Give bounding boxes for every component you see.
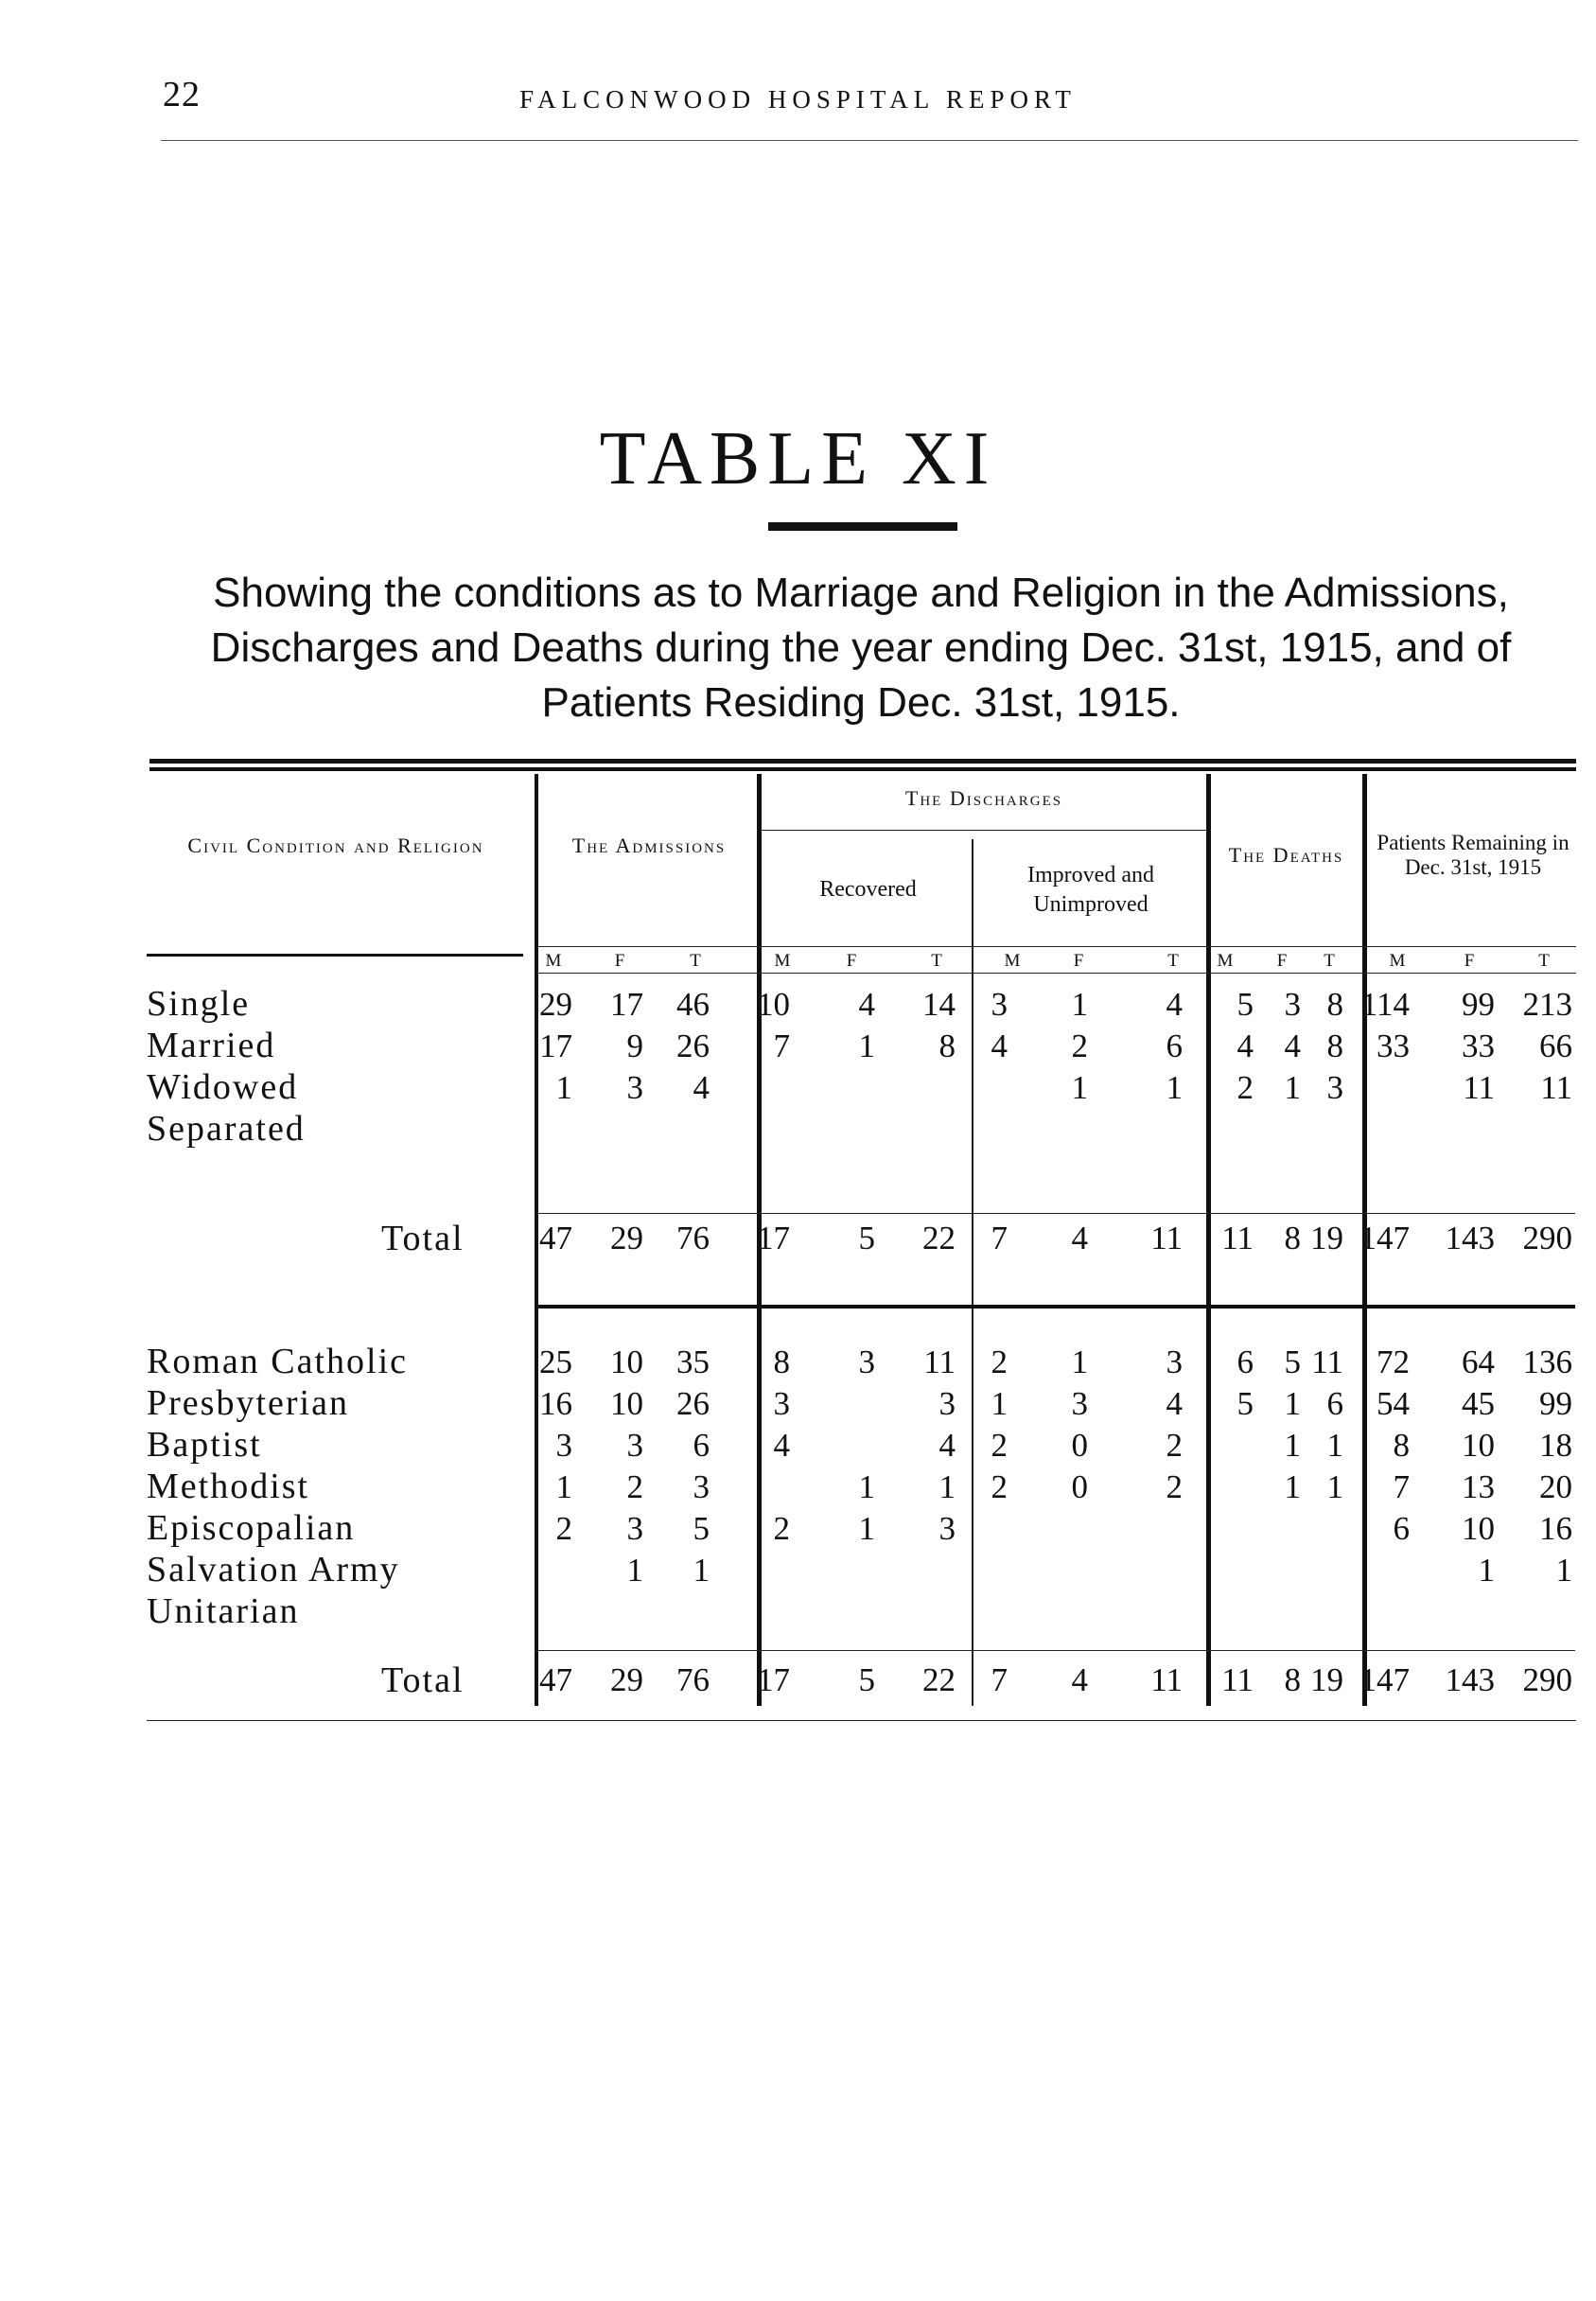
table-cell: 6 xyxy=(1166,1028,1183,1064)
table-cell: 5 xyxy=(1284,1344,1301,1380)
row-label: Salvation Army xyxy=(147,1550,400,1590)
mft-header: F xyxy=(1276,951,1288,971)
table-cell: 47 xyxy=(539,1661,572,1698)
mft-header: M xyxy=(1389,951,1406,971)
table-cell: 5 xyxy=(1236,986,1254,1023)
row-label: Unitarian xyxy=(147,1591,300,1631)
table-cell: 3 xyxy=(938,1385,956,1422)
table-cell: 3 xyxy=(1071,1385,1088,1422)
table-cell: 18 xyxy=(1539,1427,1572,1464)
table-cell: 2 xyxy=(773,1510,790,1547)
table-cell: 1 xyxy=(938,1468,956,1505)
table-cell: 35 xyxy=(676,1344,710,1380)
table-cell: 2 xyxy=(991,1344,1008,1380)
row-label: Separated xyxy=(147,1109,306,1149)
header-discharges: The Discharges xyxy=(904,786,1063,810)
table-cell: 8 xyxy=(1326,986,1343,1023)
table-cell: 10 xyxy=(610,1344,643,1380)
header-recovered: Recovered xyxy=(819,877,917,902)
table-cell: 26 xyxy=(676,1385,710,1422)
table-cell: 16 xyxy=(1539,1510,1572,1547)
table-cell: 4 xyxy=(1071,1661,1088,1698)
table-cell: 26 xyxy=(676,1028,710,1064)
table-cell: 1 xyxy=(1555,1552,1572,1589)
religion-total-rule xyxy=(535,1650,1575,1651)
table-cell: 3 xyxy=(991,986,1008,1023)
page-number: 22 xyxy=(163,75,201,114)
label-header-rule xyxy=(147,954,523,957)
table-cell: 25 xyxy=(539,1344,572,1380)
section-divider-rule xyxy=(535,1305,1575,1309)
table-cell: 1 xyxy=(1284,1468,1301,1505)
row-label: Episcopalian xyxy=(147,1508,356,1548)
mft-header: F xyxy=(1464,951,1475,971)
table-cell: 20 xyxy=(1539,1468,1572,1505)
table-top-rule xyxy=(149,759,1576,764)
table-cell: 4 xyxy=(1284,1028,1301,1064)
table-cell: 2 xyxy=(1166,1427,1183,1464)
table-cell: 1 xyxy=(1071,1344,1088,1380)
table-cell: 64 xyxy=(1462,1344,1495,1380)
header-rule xyxy=(161,140,1578,141)
table-cell: 1 xyxy=(991,1385,1008,1422)
table-cell: 143 xyxy=(1445,1220,1495,1256)
table-cell: 3 xyxy=(626,1427,643,1464)
table-cell: 8 xyxy=(1393,1427,1410,1464)
table-cell: 8 xyxy=(773,1344,790,1380)
row-label: Baptist xyxy=(147,1425,262,1465)
table-cell: 99 xyxy=(1462,986,1495,1023)
table-cell: 17 xyxy=(757,1220,790,1256)
table-cell: 4 xyxy=(1236,1028,1254,1064)
mft-header: T xyxy=(1324,951,1335,971)
header-admissions: The Admissions xyxy=(571,834,727,857)
table-cell: 11 xyxy=(1311,1344,1343,1380)
table-cell: 54 xyxy=(1377,1385,1410,1422)
table-cell: 7 xyxy=(991,1220,1008,1256)
table-cell: 22 xyxy=(922,1661,956,1698)
table-cell: 11 xyxy=(1150,1220,1183,1256)
table-cell: 11 xyxy=(923,1344,956,1380)
table-cell: 3 xyxy=(1326,1069,1343,1106)
header-remaining: Patients Remaining in Dec. 31st, 1915 xyxy=(1377,831,1570,879)
table-cell: 3 xyxy=(858,1344,875,1380)
table-cell: 22 xyxy=(922,1220,956,1256)
table-cell: 114 xyxy=(1360,986,1410,1023)
table-cell: 3 xyxy=(626,1069,643,1106)
row-label: Presbyterian xyxy=(147,1383,349,1423)
table-cell: 1 xyxy=(1284,1069,1301,1106)
table-cell: 47 xyxy=(539,1220,572,1256)
table-cell: 3 xyxy=(1284,986,1301,1023)
table-cell: 2 xyxy=(1236,1069,1254,1106)
table-cell: 0 xyxy=(1071,1468,1088,1505)
table-cell: 3 xyxy=(1166,1344,1183,1380)
table-cell: 290 xyxy=(1522,1661,1572,1698)
header-improved: Improved and Unimproved xyxy=(1027,863,1154,917)
table-cell: 11 xyxy=(1150,1661,1183,1698)
table-cell: 10 xyxy=(610,1385,643,1422)
table-cell: 10 xyxy=(757,986,790,1023)
table-cell: 5 xyxy=(693,1510,710,1547)
table-cell: 33 xyxy=(1377,1028,1410,1064)
mft-header: F xyxy=(846,951,857,971)
table-cell: 45 xyxy=(1462,1385,1495,1422)
table-cell: 136 xyxy=(1522,1344,1572,1380)
table-cell: 4 xyxy=(991,1028,1008,1064)
table-cell: 3 xyxy=(773,1385,790,1422)
row-label: Married xyxy=(147,1026,276,1065)
table-cell: 29 xyxy=(610,1220,643,1256)
table-cell: 1 xyxy=(555,1069,572,1106)
mft-header: F xyxy=(614,951,625,971)
discharges-rule xyxy=(762,830,1206,831)
table-cell: 72 xyxy=(1377,1344,1410,1380)
table-cell: 66 xyxy=(1539,1028,1572,1064)
table-cell: 143 xyxy=(1445,1661,1495,1698)
table-cell: 5 xyxy=(858,1220,875,1256)
table-cell: 5 xyxy=(1236,1385,1254,1422)
table-cell: 147 xyxy=(1359,1220,1410,1256)
table-cell: 3 xyxy=(626,1510,643,1547)
table-cell: 8 xyxy=(938,1028,956,1064)
table-cell: 1 xyxy=(1284,1385,1301,1422)
mft-header: T xyxy=(1167,951,1179,971)
mft-header: M xyxy=(545,951,562,971)
table-cell: 6 xyxy=(1236,1344,1254,1380)
table-cell: 1 xyxy=(1326,1427,1343,1464)
table-cell: 213 xyxy=(1522,986,1572,1023)
table-caption: Showing the conditions as to Marriage and Religion in the Admissions, Discharges and Deaths during the year ending Dec. 31st, 1915, and of Patients Residing Dec. 31st, 1915. xyxy=(210,570,1512,726)
table-cell: 4 xyxy=(1071,1220,1088,1256)
table-cell: 7 xyxy=(991,1661,1008,1698)
table-cell: 7 xyxy=(773,1028,790,1064)
mft-header: T xyxy=(1538,951,1550,971)
table-cell: 1 xyxy=(1326,1468,1343,1505)
mft-header: T xyxy=(931,951,942,971)
table-cell: 11 xyxy=(1221,1661,1254,1698)
table-cell: 99 xyxy=(1539,1385,1572,1422)
civil-total-label: Total xyxy=(381,1219,465,1258)
mft-header: M xyxy=(774,951,791,971)
mft-header: T xyxy=(690,951,701,971)
table-cell: 13 xyxy=(1462,1468,1495,1505)
table-cell: 8 xyxy=(1284,1661,1301,1698)
religion-total-label: Total xyxy=(381,1660,465,1700)
table-cell: 1 xyxy=(1166,1069,1183,1106)
table-cell: 11 xyxy=(1540,1069,1572,1106)
table-cell: 17 xyxy=(757,1661,790,1698)
table-bottom-rule xyxy=(147,1720,1576,1721)
table-cell: 76 xyxy=(676,1661,710,1698)
title-underline xyxy=(768,522,957,531)
table-cell: 2 xyxy=(555,1510,572,1547)
table-cell: 1 xyxy=(1478,1552,1495,1589)
table-cell: 290 xyxy=(1522,1220,1572,1256)
table-cell: 4 xyxy=(938,1427,956,1464)
table-cell: 9 xyxy=(626,1028,643,1064)
table-cell: 3 xyxy=(555,1427,572,1464)
row-label: Single xyxy=(147,984,251,1024)
table-cell: 1 xyxy=(1284,1427,1301,1464)
header-civil-condition: Civil Condition and Religion xyxy=(187,834,484,857)
mft-top-rule xyxy=(538,946,1576,947)
table-cell: 1 xyxy=(858,1468,875,1505)
civil-total-rule xyxy=(535,1213,1575,1214)
table-cell: 1 xyxy=(693,1552,710,1589)
table-top-rule-2 xyxy=(149,767,1576,771)
table-cell: 6 xyxy=(1326,1385,1343,1422)
table-cell: 6 xyxy=(693,1427,710,1464)
table-cell: 2 xyxy=(1071,1028,1088,1064)
table-cell: 11 xyxy=(1463,1069,1495,1106)
col-divider-improved xyxy=(972,839,973,1706)
row-label: Methodist xyxy=(147,1467,310,1506)
table-cell: 2 xyxy=(991,1468,1008,1505)
table-cell: 4 xyxy=(1166,1385,1183,1422)
table-cell: 8 xyxy=(1284,1220,1301,1256)
table-cell: 17 xyxy=(539,1028,572,1064)
table-cell: 3 xyxy=(938,1510,956,1547)
table-cell: 11 xyxy=(1221,1220,1254,1256)
table-cell: 6 xyxy=(1393,1510,1410,1547)
table-cell: 10 xyxy=(1462,1427,1495,1464)
mft-header: M xyxy=(1217,951,1234,971)
table-cell: 1 xyxy=(1071,986,1088,1023)
table-cell: 8 xyxy=(1326,1028,1343,1064)
table-cell: 5 xyxy=(858,1661,875,1698)
table-cell: 4 xyxy=(693,1069,710,1106)
table-cell: 147 xyxy=(1359,1661,1410,1698)
table-cell: 46 xyxy=(676,986,710,1023)
table-cell: 2 xyxy=(626,1468,643,1505)
table-cell: 29 xyxy=(539,986,572,1023)
running-head: FALCONWOOD HOSPITAL REPORT xyxy=(519,85,1077,114)
table-cell: 4 xyxy=(858,986,875,1023)
table-cell: 19 xyxy=(1310,1220,1343,1256)
mft-header: F xyxy=(1073,951,1084,971)
table-cell: 19 xyxy=(1310,1661,1343,1698)
table-cell: 10 xyxy=(1462,1510,1495,1547)
table-cell: 1 xyxy=(858,1028,875,1064)
table-cell: 3 xyxy=(693,1468,710,1505)
row-label: Roman Catholic xyxy=(147,1342,409,1381)
table-cell: 0 xyxy=(1071,1427,1088,1464)
table-cell: 7 xyxy=(1393,1468,1410,1505)
table-cell: 4 xyxy=(1166,986,1183,1023)
table-cell: 29 xyxy=(610,1661,643,1698)
table-title: TABLE XI xyxy=(599,417,997,501)
table-cell: 1 xyxy=(1071,1069,1088,1106)
mft-header: M xyxy=(1004,951,1021,971)
header-deaths: The Deaths xyxy=(1228,843,1344,867)
mft-bottom-rule xyxy=(538,973,1576,974)
row-label: Widowed xyxy=(147,1067,299,1107)
table-cell: 1 xyxy=(555,1468,572,1505)
table-cell: 16 xyxy=(539,1385,572,1422)
table-cell: 33 xyxy=(1462,1028,1495,1064)
table-cell: 14 xyxy=(922,986,956,1023)
table-cell: 2 xyxy=(1166,1468,1183,1505)
table-cell: 76 xyxy=(676,1220,710,1256)
table-cell: 4 xyxy=(773,1427,790,1464)
table-cell: 1 xyxy=(858,1510,875,1547)
table-cell: 1 xyxy=(626,1552,643,1589)
table-cell: 17 xyxy=(610,986,643,1023)
table-cell: 2 xyxy=(991,1427,1008,1464)
